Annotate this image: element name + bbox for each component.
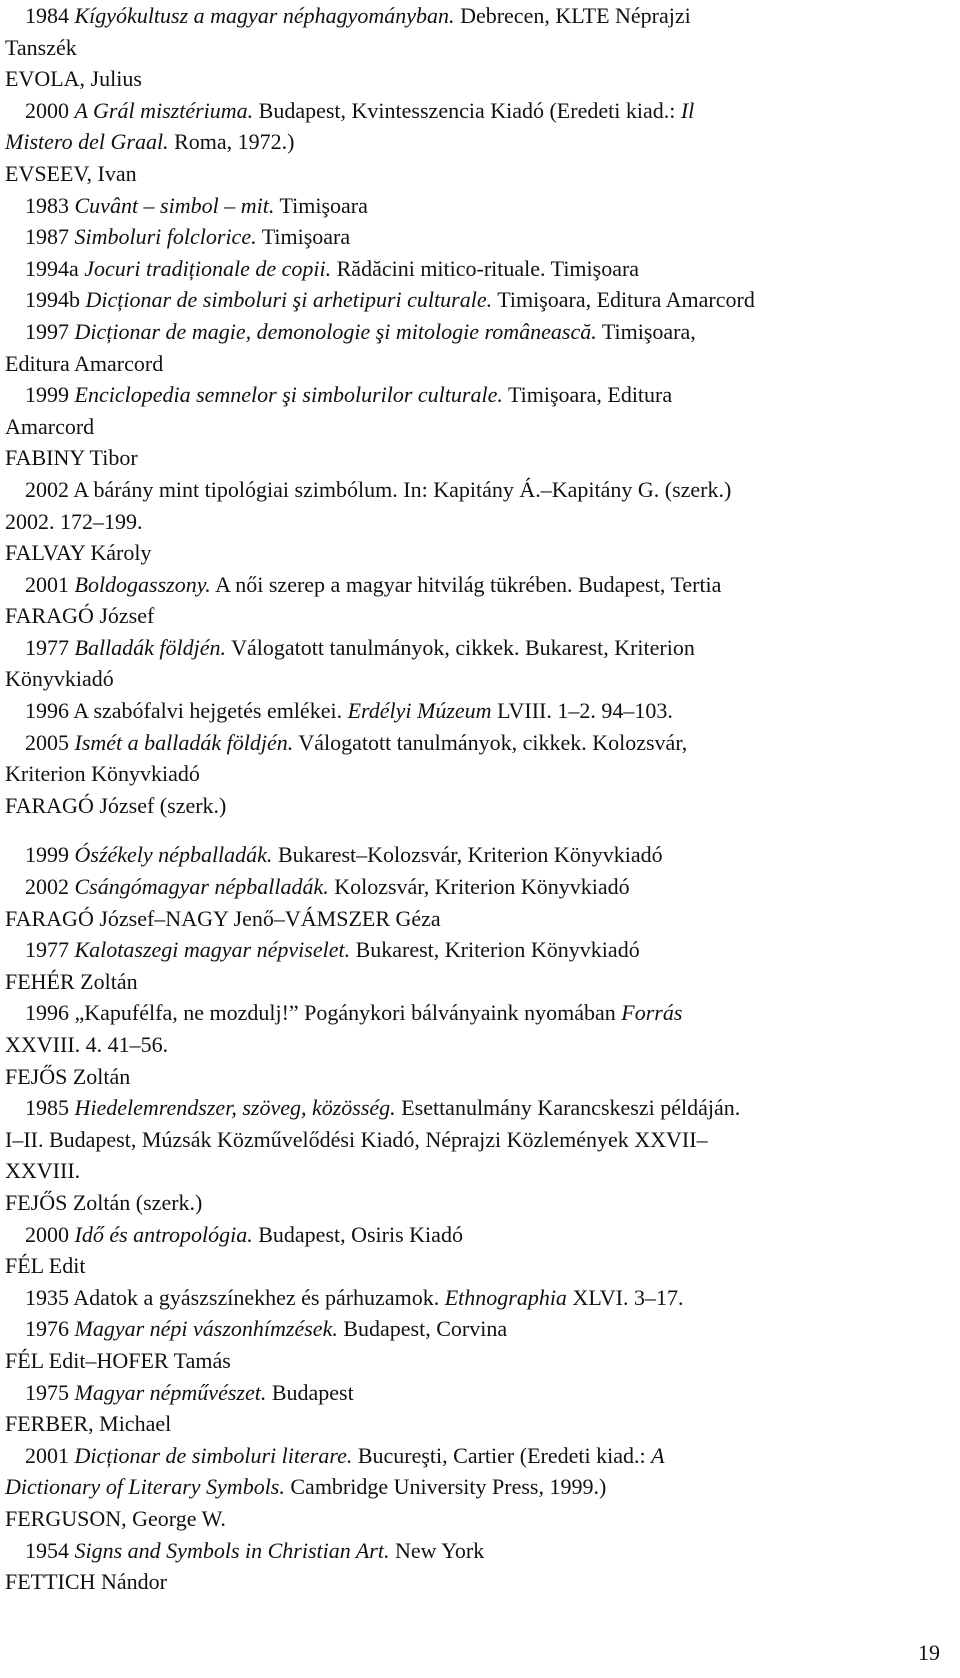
author-heading: FÉL Edit xyxy=(5,1253,86,1279)
entry-line: 2001 Boldogasszony. A női szerep a magyar hitvilág tükrében. Budapest, Tertia xyxy=(25,571,722,597)
entry-line: 2002. 172–199. xyxy=(5,508,143,534)
author-heading: FABINY Tibor xyxy=(5,445,138,471)
entry-line: Könyvkiadó xyxy=(5,666,114,692)
author-heading: FEHÉR Zoltán xyxy=(5,968,138,994)
entry-line: 2000 Idő és antropológia. Budapest, Osiris Kiadó xyxy=(25,1221,463,1247)
entry-line: 1977 Kalotaszegi magyar népviselet. Bukarest, Kriterion Könyvkiadó xyxy=(25,937,640,963)
author-heading: FARAGÓ József xyxy=(5,603,155,629)
author-heading: FALVAY Károly xyxy=(5,540,152,566)
author-heading: FEJŐS Zoltán (szerk.) xyxy=(5,1189,203,1215)
author-heading: EVSEEV, Ivan xyxy=(5,160,137,186)
entry-line: XXVIII. 4. 41–56. xyxy=(5,1032,169,1057)
entry-line: 1987 Simboluri folclorice. Timişoara xyxy=(25,224,351,250)
entry-line: 1976 Magyar népi vászonhímzések. Budapest, Corvina xyxy=(25,1316,508,1342)
entry-line: 1954 Signs and Symbols in Christian Art. New York xyxy=(25,1537,485,1563)
entry-line: Kriterion Könyvkiadó xyxy=(5,761,200,787)
author-heading: FETTICH Nándor xyxy=(5,1569,167,1595)
entry-line: 1983 Cuvânt – simbol – mit. Timişoara xyxy=(25,192,368,218)
entry-line: XXVIII. xyxy=(5,1158,81,1184)
entry-line: 1999 Enciclopedia semnelor şi simbolurilor culturale. Timişoara, Editura xyxy=(25,382,673,408)
entry-line: Tanszék xyxy=(5,34,77,60)
entry-line: 1996 „Kapufélfa, ne mozdulj!” Pogánykori bálványaink nyomában Forrás xyxy=(25,1000,683,1026)
entry-line: 1996 A szabófalvi hejgetés emlékei. Erdélyi Múzeum LVIII. 1–2. 94–103. xyxy=(25,698,673,724)
entry-line: 2002 Csángómagyar népballadák. Kolozsvár, Kriterion Könyvkiadó xyxy=(25,874,630,900)
author-heading: EVOLA, Julius xyxy=(5,66,142,92)
author-heading: FÉL Edit–HOFER Tamás xyxy=(5,1347,231,1373)
author-heading: FERGUSON, George W. xyxy=(5,1505,226,1531)
author-heading: FARAGÓ József (szerk.) xyxy=(5,792,227,818)
entry-line: 1999 Ósźékely népballadák. Bukarest–Kolozsvár, Kriterion Könyvkiadó xyxy=(25,842,663,868)
entry-line: 2000 A Grál misztériuma. Budapest, Kvintesszencia Kiadó (Eredeti kiad.: Il xyxy=(25,97,695,123)
author-heading: FEJŐS Zoltán xyxy=(5,1063,131,1089)
entry-line: 2002 A bárány mint tipológiai szimbólum. In: Kapitány Á.–Kapitány G. (szerk.) xyxy=(25,476,732,502)
entry-line: 2005 Ismét a balladák földjén. Válogatott tanulmányok, cikkek. Kolozsvár, xyxy=(25,729,688,755)
entry-line: 1997 Dicționar de magie, demonologie şi mitologie românească. Timişoara, xyxy=(25,318,696,344)
entry-line: 1935 Adatok a gyászszínekhez és párhuzamok. Ethnographia XLVI. 3–17. xyxy=(25,1284,684,1310)
entry-line: 2001 Dicționar de simboluri literare. Bucureşti, Cartier (Eredeti kiad.: A xyxy=(25,1442,665,1468)
author-heading: FARAGÓ József–NAGY Jenő–VÁMSZER Géza xyxy=(5,905,441,931)
page-number: 19 xyxy=(918,1640,940,1665)
entry-line: 1985 Hiedelemrendszer, szöveg, közösség. Esettanulmány Karancskeszi példáján. xyxy=(25,1095,741,1121)
entry-line: 1975 Magyar népművészet. Budapest xyxy=(25,1379,354,1405)
entry-line: Amarcord xyxy=(5,413,95,439)
entry-line: 1994b Dicționar de simboluri şi arhetipuri culturale. Timişoara, Editura Amarcord xyxy=(25,287,755,313)
author-heading: FERBER, Michael xyxy=(5,1411,172,1437)
bibliography-page xyxy=(5,0,953,1598)
entry-line: 1977 Balladák földjén. Válogatott tanulmányok, cikkek. Bukarest, Kriterion xyxy=(25,634,695,660)
entry-line: Editura Amarcord xyxy=(5,350,164,376)
entry-line: I–II. Budapest, Múzsák Közművelődési Kiadó, Néprajzi Közlemények XXVII– xyxy=(5,1126,708,1152)
entry-line: 1994a Jocuri tradiționale de copii. Rădăcini mitico-rituale. Timişoara xyxy=(25,255,640,281)
entry-line: Mistero del Graal. Roma, 1972.) xyxy=(5,129,295,155)
entry-line: Dictionary of Literary Symbols. Cambridge University Press, 1999.) xyxy=(5,1474,607,1500)
entry-line: 1984 Kígyókultusz a magyar néphagyományban. Debrecen, KLTE Néprajzi xyxy=(25,3,691,28)
